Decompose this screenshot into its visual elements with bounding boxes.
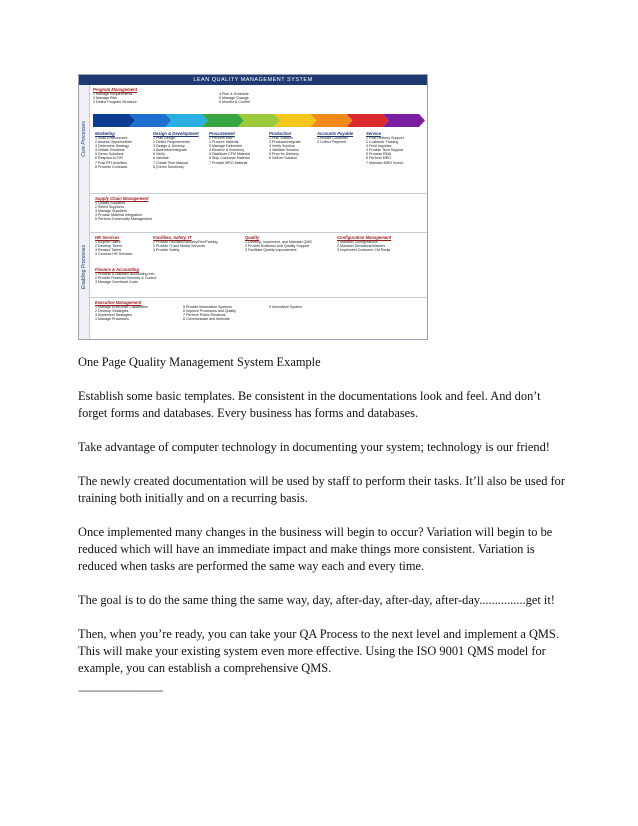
- finance-item: 1 Process & Maintain Accounting Info: [95, 272, 155, 276]
- program-item: 3 Define Program Structure: [93, 100, 137, 105]
- core-processes-label: Core Processes: [81, 121, 87, 157]
- core-item: 5 Demo Solutions: [95, 152, 124, 157]
- core-column-production: [269, 131, 301, 161]
- diagram-title: LEAN QUALITY MANAGEMENT SYSTEM: [79, 75, 427, 85]
- core-heading: Accounts Payable: [317, 131, 354, 136]
- core-item: 1 Post Delivery Support: [366, 136, 404, 140]
- core-item: 1 Scan Environment: [95, 136, 128, 140]
- program-item: 1 Manage Requirements: [93, 92, 133, 96]
- core-heading: Service: [366, 131, 381, 136]
- finance-item: 2 Provide Financial Services & Control: [95, 276, 157, 281]
- supply-chain-item: 2 Select Suppliers: [95, 205, 124, 210]
- core-item: 2 Collect Payment: [317, 140, 347, 145]
- arrow-segment: [93, 114, 135, 127]
- quality-item: 3 Facilitate Quality Improvement: [245, 248, 297, 253]
- supply-chain-item: 1 Qualify Suppliers: [95, 201, 126, 205]
- arrow-segment: [202, 114, 244, 127]
- facilities-item: 1 Provide Facilities/Security/Fire/Parking: [153, 240, 218, 244]
- core-item: 4 Initiate Solutions: [95, 148, 125, 153]
- core-item: 7 Maintain MRO Invent.: [366, 160, 404, 165]
- executive-item: 2 Develop Strategies: [95, 309, 129, 314]
- core-item: 1 Perform MRP: [209, 136, 234, 140]
- hr-item: 3 Reward Talent: [95, 248, 121, 253]
- core-item: 2 Produce/Integrate: [269, 140, 301, 145]
- paragraph: Take advantage of computer technology in documenting your system; technology is our friend!: [78, 440, 550, 454]
- hr-section: [95, 235, 132, 256]
- core-item: 2 Customer Training: [366, 140, 399, 145]
- core-item: 5 Prep for Delivery: [269, 152, 299, 157]
- core-heading: Design & Development: [153, 131, 199, 136]
- core-item: 6 Validate: [153, 156, 169, 161]
- arrow-segment: [129, 114, 171, 127]
- finance-section: [95, 267, 156, 284]
- core-item: 3 Field Inquiries: [366, 144, 392, 149]
- config-heading: Configuration Management: [337, 235, 392, 240]
- arrow-segment: [310, 114, 352, 127]
- core-column-design: [153, 131, 199, 169]
- quality-item: 1 Develop, Implement, and Maintain QMS: [245, 240, 312, 244]
- program-item: 6 Monitor & Control: [219, 100, 250, 105]
- hr-heading: HR Services: [95, 235, 120, 240]
- finance-heading: Finance & Accounting: [95, 267, 140, 272]
- core-processes-band: [79, 85, 90, 193]
- arrow-segment: [383, 114, 425, 127]
- hr-item: 1 Acquire Talent: [95, 240, 121, 244]
- executive-section: [95, 300, 148, 321]
- core-item: 6 Deliver Solution: [269, 156, 298, 161]
- finance-item: 3 Manage Overhead Costs: [95, 280, 138, 285]
- core-item: 6 Perform MRO: [366, 156, 392, 161]
- program-management-right: [219, 92, 250, 104]
- program-item: 2 Manage Risk: [93, 96, 117, 101]
- core-item: 2 Procure Material: [209, 140, 239, 145]
- lean-qms-diagram: [78, 74, 428, 340]
- config-item: 2 Maintain Deviations/Waivers: [337, 244, 386, 249]
- core-column-accounts-payable: [317, 131, 353, 144]
- document-body: [78, 354, 568, 697]
- core-item: 5 Process RMA: [366, 152, 391, 157]
- executive-section-b: [183, 305, 236, 321]
- quality-heading: Quality: [245, 235, 260, 240]
- program-heading: Program Management: [93, 87, 137, 92]
- core-item: 5 Distribute CFM Material: [209, 152, 250, 157]
- core-item: 8 Process Contracts: [95, 164, 128, 169]
- core-item: 6 Respond to RFI: [95, 156, 124, 161]
- arrow-segment: [274, 114, 316, 127]
- core-item: 1 Plan Solution: [269, 136, 294, 140]
- core-item: 7 Post RFI Activities: [95, 160, 127, 165]
- section-divider: [90, 232, 428, 233]
- arrow-segment: [165, 114, 207, 127]
- core-heading: Production: [269, 131, 292, 136]
- core-item: 4 Provide Tech Support: [366, 148, 404, 153]
- core-column-service: [366, 131, 404, 165]
- core-heading: Marketing: [95, 131, 115, 136]
- core-item: 5 Verify: [153, 152, 165, 157]
- core-item: 4 Validate Solution: [269, 148, 299, 153]
- arrow-segment: [347, 114, 389, 127]
- config-item: 3 Implement Customer CM Reqts: [337, 248, 391, 253]
- executive-item: 1 Manage Enterprise Capabilities: [95, 305, 148, 309]
- section-divider: [90, 193, 428, 194]
- paragraph: Once implemented many changes in the business will begin to occur? Variation will begin to be reduced which will have an immediate impact and make things more consistent. Variation is reduced when tasks are performed the same way each and every time.: [78, 525, 553, 573]
- supply-chain-heading: Supply Chain Management: [95, 196, 149, 201]
- core-item: 4 Receive & Inventory: [209, 148, 245, 153]
- paragraph: The goal is to do the same thing the same way, day, after-day, after-day, after-day...............get it!: [78, 593, 555, 607]
- core-item: 3 Verify Solution: [269, 144, 295, 149]
- core-item: 7 Provide MRO Material: [209, 160, 248, 165]
- supply-chain-item: 5 Perform Commodity Management: [95, 217, 152, 222]
- supply-chain-section: [95, 196, 152, 221]
- core-item: 3 Determine Strategy: [95, 144, 129, 149]
- horizontal-rule: ========================: [78, 687, 163, 696]
- core-item: 1 Plan Design: [153, 136, 176, 140]
- core-item: 8 (Demo Solutions): [153, 164, 184, 169]
- paragraph: Establish some basic templates. Be consistent in the documentations look and feel. And don’t forget forms and databases. Every business has forms and databases.: [78, 389, 541, 420]
- hr-item: 4 Conduct HR Services: [95, 252, 133, 257]
- quality-section: [245, 235, 312, 252]
- core-item: 7 Create Tech Manual: [153, 160, 189, 165]
- supply-chain-item: 3 Manage Suppliers: [95, 209, 127, 214]
- facilities-heading: Facilities, Safety, IT: [153, 235, 192, 240]
- core-column-marketing: [95, 131, 132, 169]
- core-item: 2 Define Requirements: [153, 140, 190, 145]
- executive-item: 7 Perform Public Relations: [183, 313, 226, 318]
- enabling-processes-band: [79, 193, 90, 340]
- config-item: 1 Maintain Configurations: [337, 240, 378, 244]
- enabling-processes-label: Enabling Processes: [81, 244, 87, 290]
- paragraph: The newly created documentation will be used by staff to perform their tasks. It’ll also be used for training both initially and on a recurring basis.: [78, 474, 565, 505]
- supply-chain-item: 4 Provide Material Integration: [95, 213, 142, 218]
- hr-item: 2 Develop Talent: [95, 244, 122, 249]
- core-item: 3 Manage Deliveries: [209, 144, 242, 149]
- program-management: [93, 87, 137, 104]
- executive-heading: Executive Management: [95, 300, 142, 305]
- executive-section-c: [269, 305, 302, 309]
- facilities-item: 2 Provide IT and Media Services: [153, 244, 205, 249]
- core-heading: Procurement: [209, 131, 235, 136]
- executive-item: 6 Improve Processes and Quality: [183, 309, 236, 314]
- program-item: 5 Manage Change: [219, 96, 249, 101]
- process-arrow-bar: [93, 114, 425, 127]
- section-divider: [90, 297, 428, 298]
- core-column-procurement: [209, 131, 250, 165]
- core-item: 4 Assemble/Integrate: [153, 148, 187, 153]
- arrow-segment: [238, 114, 280, 127]
- paragraph: Then, when you’re ready, you can take your QA Process to the next level and implement a QMS. This will make your existing system even more effective. Using the ISO 9001 QMS model for example, you can establish a comprehensive QMS.: [78, 627, 559, 675]
- program-item: 4 Plan & Schedule: [219, 92, 249, 96]
- facilities-section: [153, 235, 218, 252]
- core-item: 3 Design & Develop: [153, 144, 185, 149]
- executive-item: 8 Communicate and Motivate: [183, 317, 230, 322]
- config-section: [337, 235, 391, 252]
- executive-item: 3 Implement Strategies: [95, 313, 132, 318]
- executive-item: 5 Provide Information Systems: [183, 305, 232, 309]
- core-item: 2 Assess Opportunities: [95, 140, 132, 145]
- facilities-item: 3 Provide Safety: [153, 248, 180, 253]
- executive-item: 9 Incentivize System: [269, 305, 302, 309]
- core-item: 1 Invoice Customer: [317, 136, 348, 140]
- quality-item: 2 Provide Business Unit Quality Support: [245, 244, 309, 249]
- executive-item: 4 Manage Processes: [95, 317, 129, 322]
- core-item: 6 Ship Customer Material: [209, 156, 250, 161]
- figure-caption: One Page Quality Management System Example: [78, 355, 321, 369]
